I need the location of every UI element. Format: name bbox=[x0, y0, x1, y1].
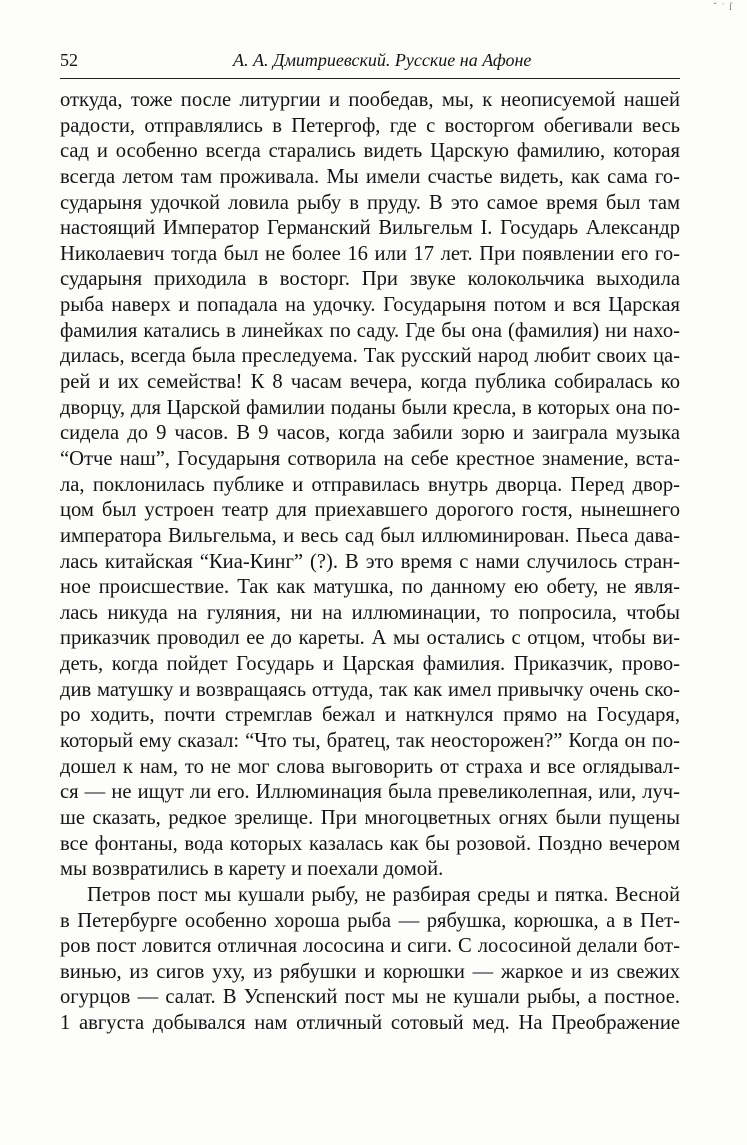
text-line: приказчик проводил ее до кареты. А мы остались с отцом, чтобы ви- bbox=[60, 627, 680, 650]
text-line: в Петербурге особенно хороша рыба — рябушка, корюшка, а в Пет- bbox=[60, 909, 680, 932]
page-number: 52 bbox=[60, 50, 78, 70]
text-line: ров пост ловится отличная лососина и сиги. С лососиной делали бот- bbox=[60, 935, 680, 958]
text-line: императора Вильгельма, и весь сад был иллюминирован. Пьеса дава- bbox=[60, 524, 680, 547]
text-line: ше сказать, редкое зрелище. При многоцветных огнях были пущены bbox=[60, 806, 680, 829]
text-line: “Отче наш”, Государыня сотворила на себе крестное знамение, вста- bbox=[60, 447, 680, 470]
body-text bbox=[60, 88, 680, 1037]
text-line: дворцу, для Царской фамилии поданы были кресла, в которых она по- bbox=[60, 396, 680, 419]
text-line: сударыня удочкой ловила рыбу в пруду. В это самое время был там bbox=[60, 191, 680, 214]
header-rule bbox=[60, 78, 680, 79]
text-line: сидела до 9 часов. В 9 часов, когда забили зорю и заиграла музыка bbox=[60, 422, 680, 445]
text-line: ла, поклонилась публике и отправилась внутрь дворца. Перед двор- bbox=[60, 473, 680, 496]
text-line: огурцов — салат. В Успенский пост мы не кушали рыбы, а постное. bbox=[60, 986, 680, 1009]
text-line: все фонтаны, вода которых казалась как бы розовой. Поздно вечером bbox=[60, 832, 680, 855]
text-line: лась никуда на гуляния, ни на иллюминации, то попросила, чтобы bbox=[60, 601, 680, 624]
text-line: лась китайская “Киа-Кинг” (?). В это время с нами случилось стран- bbox=[60, 550, 680, 573]
text-line: фамилия катались в линейках по саду. Где бы она (фамилия) ни нахо- bbox=[60, 319, 680, 342]
scan-corner-mark: ˇ ˈ ſ bbox=[713, 2, 733, 13]
text-line: сударыня приходила в восторг. При звуке колокольчика выходила bbox=[60, 268, 680, 291]
text-line: Николаевич тогда был не более 16 или 17 лет. При появлении его го- bbox=[60, 242, 680, 265]
text-line: сад и особенно всегда старались видеть Царскую фамилию, которая bbox=[60, 140, 680, 163]
text-line: ро ходить, почти стремглав бежал и наткнулся прямо на Государя, bbox=[60, 704, 680, 727]
text-line: всегда летом там проживала. Мы имели счастье видеть, как сама го- bbox=[60, 165, 680, 188]
text-line: рыба наверх и попадала на удочку. Государыня потом и вся Царская bbox=[60, 294, 680, 317]
text-line: див матушку и возвращаясь оттуда, так как имел привычку очень ско- bbox=[60, 678, 680, 701]
text-line: дошел к нам, то не мог слова выговорить от страха и все оглядывал- bbox=[60, 755, 680, 778]
text-line: мы возвратились в карету и поехали домой. bbox=[60, 858, 444, 881]
text-line: деть, когда пойдет Государь и Царская фамилия. Приказчик, прово- bbox=[60, 653, 680, 676]
text-line: 1 августа добывался нам отличный сотовый мед. На Преображение bbox=[60, 1012, 680, 1035]
text-line: который ему сказал: “Что ты, братец, так неосторожен?” Когда он по- bbox=[60, 730, 680, 753]
text-line: винью, из сигов уху, из рябушки и корюшки — жаркое и из свежих bbox=[60, 960, 680, 983]
text-line: Петров пост мы кушали рыбу, не разбирая среды и пятка. Весной bbox=[87, 883, 680, 906]
text-line: ное происшествие. Так как матушка, по данному ею обету, не явля- bbox=[60, 576, 680, 599]
text-line: цом был устроен театр для приехавшего дорогого гостя, нынешнего bbox=[60, 499, 680, 522]
text-line: радости, отправлялись в Петергоф, где с восторгом обегивали весь bbox=[60, 114, 680, 137]
text-line: настоящий Император Германский Вильгельм I. Государь Александр bbox=[60, 217, 680, 240]
text-line: откуда, тоже после литургии и пообедав, мы, к неописуемой нашей bbox=[60, 89, 680, 111]
text-line: ся — не ищут ли его. Иллюминация была превеликолепная, или, луч- bbox=[60, 781, 680, 804]
page-header bbox=[60, 45, 680, 75]
text-line: рей и их семейства! К 8 часам вечера, когда публика собиралась ко bbox=[60, 371, 680, 394]
text-line: дилась, всегда была преследуема. Так русский народ любит своих ца- bbox=[60, 345, 680, 368]
running-head: А. А. Дмитриевский. Русские на Афоне bbox=[233, 50, 532, 70]
